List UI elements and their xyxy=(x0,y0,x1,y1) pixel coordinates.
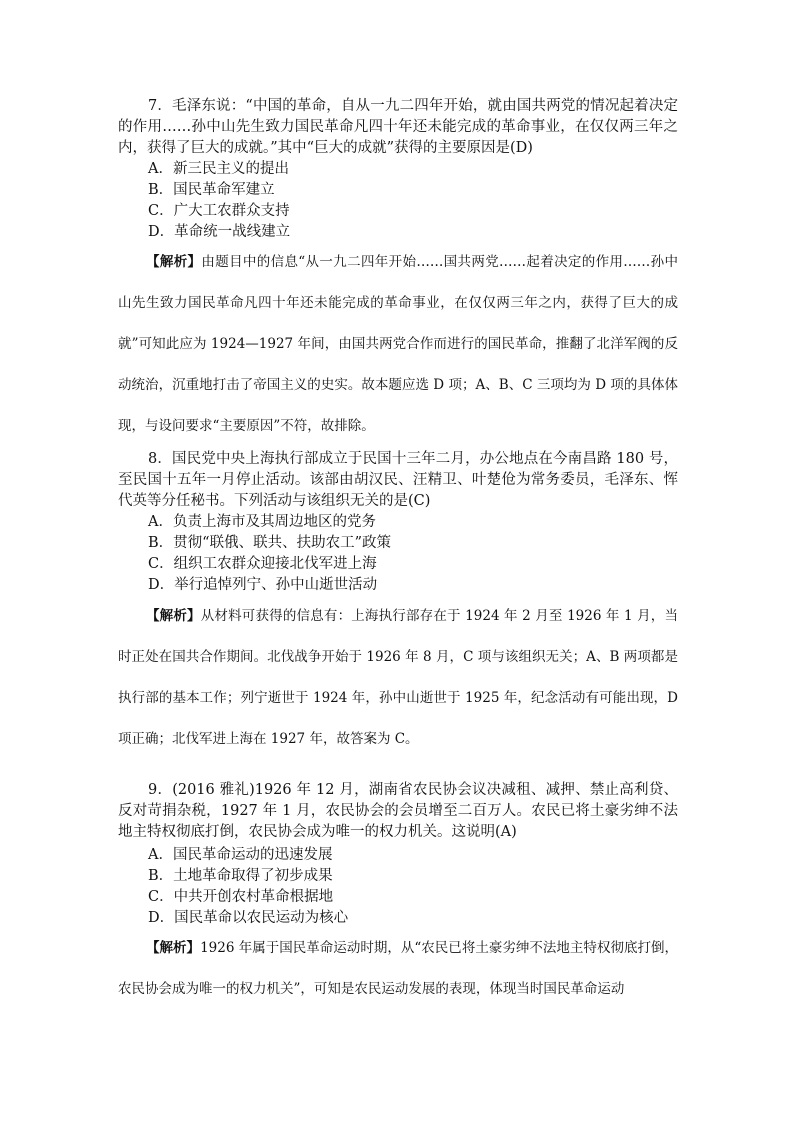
question-8-option-a: A．负责上海市及其周边地区的党务 xyxy=(148,514,376,530)
question-7-option-d: D．革命统一战线建立 xyxy=(148,224,291,240)
analysis-text: 1926 年属于国民革命运动时期，从“农民已将土豪劣绅不法地主特权彻底打倒，农民协会成为唯一的权力机关”，可知是农民运动发展的表现，体现当时国民革命运动 xyxy=(118,940,679,997)
question-8-option-b: B．贯彻“联俄、联共、扶助农工”政策 xyxy=(148,535,391,551)
question-8-option-c: C．组织工农群众迎接北伐军进上海 xyxy=(148,556,377,572)
question-7-stem: 7．毛泽东说：“中国的革命，自从一九二四年开始，就由国共两党的情况起着决定的作用……孙中山先生致力国民革命凡四十年还未能完成的革命事业，在仅仅两三年之内，获得了巨大的成就。”其中“巨大的成就”获得的主要原因是(D) xyxy=(118,98,678,156)
question-9-analysis xyxy=(118,928,678,1010)
analysis-text: 由题目中的信息“从一九二四年开始……国共两党……起着决定的作用……孙中山先生致力国民革命凡四十年还未能完成的革命事业，在仅仅两三年之内，获得了巨大的成就”可知此应为 1924—1927 年间，由国共两党合作而进行的国民革命，推翻了北洋军阀的反动统治，沉重地打击了帝国主义的史实。故本题应选 D 项；A、B、C 三项均为 D 项的具体体现，与设问要求“主要原因”不符，故排除。 xyxy=(118,254,679,434)
analysis-tag: 【解析】 xyxy=(146,608,201,624)
question-9-option-d: D．国民革命以农民运动为核心 xyxy=(148,910,349,926)
question-9-option-c: C．中共开创农村革命根据地 xyxy=(148,889,334,905)
question-8-analysis xyxy=(118,596,678,760)
question-9-stem: 9．(2016 雅礼)1926 年 12 月，湖南省农民协会议决减租、减押、禁止高利贷、反对苛捐杂税，1927 年 1 月，农民协会的会员增至二百万人。农民已将土豪劣绅不法地主特权彻底打倒，农民协会成为唯一的权力机关。这说明(A) xyxy=(118,782,678,840)
question-9-option-a: A．国民革命运动的迅速发展 xyxy=(148,847,333,863)
question-8-stem: 8．国民党中央上海执行部成立于民国十三年二月，办公地点在今南昌路 180 号，至民国十五年一月停止活动。该部由胡汉民、汪精卫、叶楚伧为常务委员，毛泽东、恽代英等分任秘书。下列活动与该组织无关的是(C) xyxy=(118,451,678,509)
question-7-analysis xyxy=(118,242,678,447)
question-7-option-c: C．广大工农群众支持 xyxy=(148,203,290,219)
analysis-text: 从材料可获得的信息有：上海执行部存在于 1924 年 2 月至 1926 年 1 月，当时正处在国共合作期间。北伐战争开始于 1926 年 8 月，C 项与该组织无关；A、B 两项都是执行部的基本工作；列宁逝世于 1924 年，孙中山逝世于 1925 年，纪念活动有可能出现，D 项正确；北伐军进上海在 1927 年，故答案为 C。 xyxy=(118,608,678,747)
question-7-option-a: A．新三民主义的提出 xyxy=(148,161,289,177)
question-8-option-d: D．举行追悼列宁、孙中山逝世活动 xyxy=(148,577,378,593)
analysis-tag: 【解析】 xyxy=(146,940,201,956)
question-9-option-b: B．土地革命取得了初步成果 xyxy=(148,868,333,884)
analysis-tag: 【解析】 xyxy=(146,254,202,270)
question-7-option-b: B．国民革命军建立 xyxy=(148,182,275,198)
